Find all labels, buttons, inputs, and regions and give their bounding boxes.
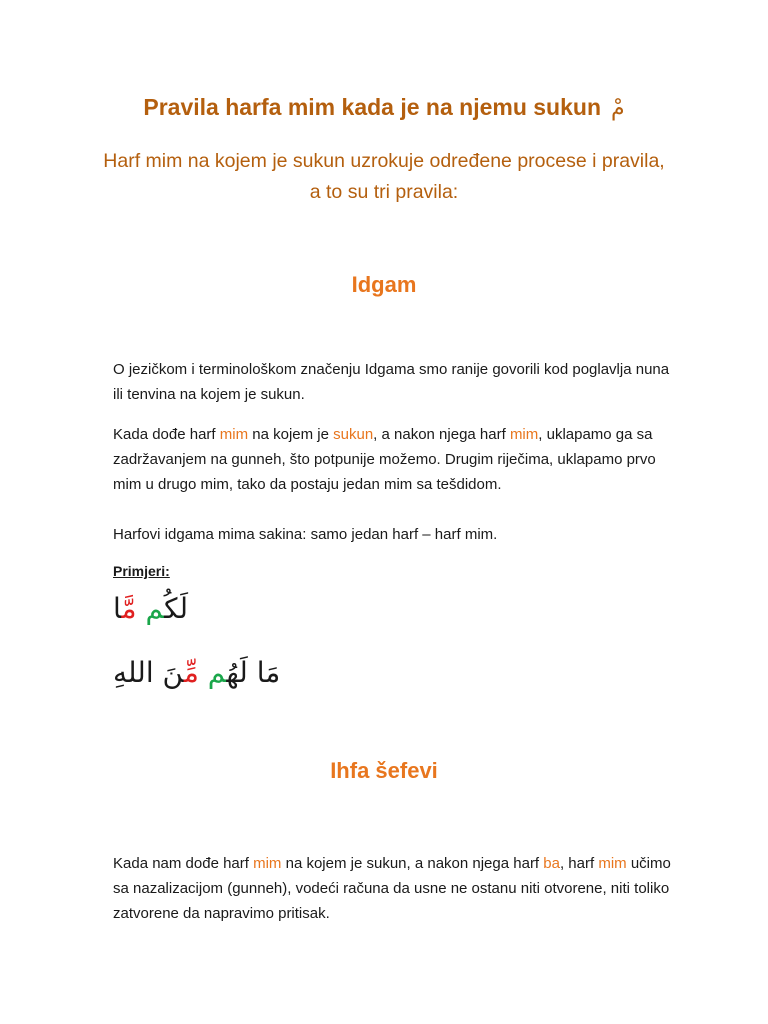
highlight-mim: mim bbox=[598, 855, 627, 872]
section-heading-idgam: Idgam bbox=[351, 272, 417, 297]
arabic-example-2 bbox=[113, 656, 280, 689]
text-segment: učimo sa nazalizacijom (gunneh), vodeći računa da usne ne ostanu niti otvorene, niti toliko zatvorene da napravimo pritisak. bbox=[113, 855, 671, 922]
arabic-mim-sakin: م bbox=[145, 592, 165, 625]
idgam-paragraph-3: Harfovi idgama mima sakina: samo jedan harf – harf mim. bbox=[113, 526, 498, 543]
arabic-part: نَ اللهِ bbox=[113, 656, 184, 689]
highlight-mim: mim bbox=[219, 426, 249, 443]
arabic-mim-sakin: م bbox=[207, 656, 227, 689]
highlight-mim: mim bbox=[509, 426, 539, 443]
examples-label: Primjeri: bbox=[113, 563, 170, 579]
highlight-sukun: sukun bbox=[333, 426, 374, 443]
ihfa-paragraph bbox=[113, 851, 673, 926]
text-segment: Kada nam dođe harf bbox=[113, 855, 254, 872]
highlight-ba: ba bbox=[543, 855, 560, 872]
highlight-mim: mim bbox=[253, 855, 282, 872]
title-arabic-letter: مْ bbox=[611, 96, 625, 121]
arabic-part: لَكُ bbox=[164, 592, 189, 625]
arabic-mim-shadda: مِّ bbox=[183, 656, 199, 689]
title-text: Pravila harfa mim kada je na njemu sukun bbox=[143, 94, 601, 120]
text-segment: na kojem je bbox=[248, 426, 334, 443]
arabic-part: مَا لَهُ bbox=[226, 656, 281, 689]
page-subtitle: Harf mim na kojem je sukun uzrokuje određene procese i pravila, a to su tri pravila: bbox=[103, 150, 665, 203]
idgam-paragraph-2 bbox=[113, 422, 673, 497]
text-segment: na kojem je sukun, a nakon njega harf bbox=[281, 855, 544, 872]
text-segment: Kada dođe harf bbox=[113, 426, 220, 443]
text-segment: , a nakon njega harf bbox=[373, 426, 510, 443]
arabic-space bbox=[199, 656, 208, 689]
idgam-paragraph-1: O jezičkom i terminološkom značenju Idgama smo ranije govorili kod poglavlja nuna ili tenvina na kojem je sukun. bbox=[113, 361, 670, 403]
arabic-example-1 bbox=[113, 592, 188, 625]
section-heading-ihfa: Ihfa šefevi bbox=[330, 758, 438, 783]
text-segment: , harf bbox=[559, 855, 599, 872]
text-segment: , uklapamo ga sa zadržavanjem na gunneh, što potpunije možemo. Drugim riječima, uklapamo prvo mim u drugo mim, tako da postaju jedan mim sa tešdidom. bbox=[113, 426, 656, 493]
arabic-mim-shadda: مَّ bbox=[121, 592, 137, 625]
arabic-part: ا bbox=[113, 592, 122, 625]
page-title bbox=[0, 94, 768, 121]
